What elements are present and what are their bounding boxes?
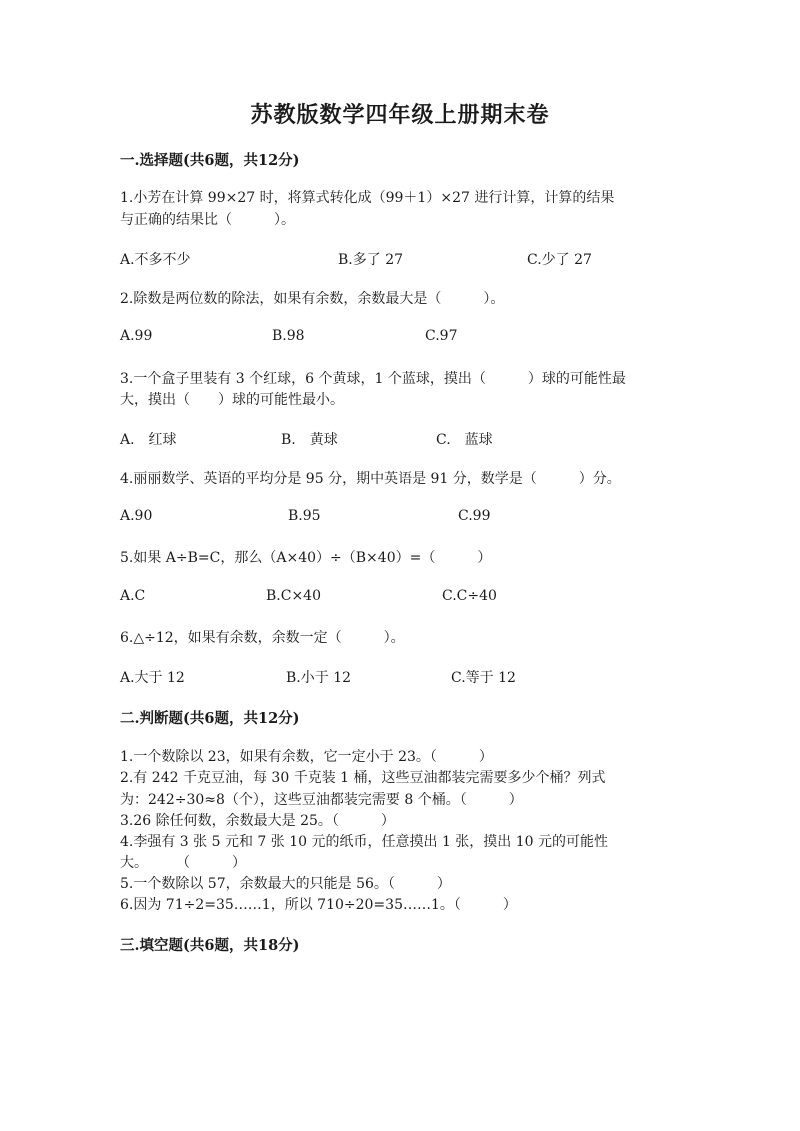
question-6-line-1: 6.△÷12，如果有余数，余数一定（ ）。 xyxy=(120,630,405,646)
question-1-line-1: 1.小芳在计算 99×27 时，将算式转化成（99＋1）×27 进行计算，计算的结果 xyxy=(120,190,615,206)
section-heading-choice: 一.选择题(共6题，共12分) xyxy=(120,152,300,169)
question-6-option-b: B.小于 12 xyxy=(286,670,352,686)
question-3-line-2: 大，摸出（ ）球的可能性最小。 xyxy=(120,392,344,408)
question-5-line-1: 5.如果 A÷B=C，那么（A×40）÷（B×40）=（ ） xyxy=(120,550,492,566)
section-heading-judgement: 二.判断题(共6题，共12分) xyxy=(120,710,300,727)
judgement-line-3: 为：242÷30≈8（个），这些豆油都装完需要 8 个桶。（ ） xyxy=(120,792,523,808)
judgement-line-8: 6.因为 71÷2=35……1，所以 710÷20=35……1。（ ） xyxy=(120,897,517,913)
judgement-line-2: 2.有 242 千克豆油，每 30 千克装 1 桶，这些豆油都装完需要多少个桶？列式 xyxy=(120,770,606,786)
question-3-line-1: 3.一个盒子里装有 3 个红球，6 个黄球，1 个蓝球，摸出（ ）球的可能性最 xyxy=(120,371,626,387)
question-2-option-c: C.97 xyxy=(425,328,458,344)
question-3-option-c: C. 蓝球 xyxy=(436,432,493,448)
question-3-option-a: A. 红球 xyxy=(120,432,177,448)
question-4-line-1: 4.丽丽数学、英语的平均分是 95 分，期中英语是 91 分，数学是（ ）分。 xyxy=(120,471,621,487)
judgement-line-5: 4.李强有 3 张 5 元和 7 张 10 元的纸币，任意摸出 1 张，摸出 10 元的可能性 xyxy=(120,834,609,850)
section-heading-fill-blank: 三.填空题(共6题，共18分) xyxy=(120,937,300,954)
question-1-line-2: 与正确的结果比（ ）。 xyxy=(120,212,295,228)
question-3-option-b: B. 黄球 xyxy=(281,432,338,448)
judgement-line-1: 1.一个数除以 23，如果有余数，它一定小于 23。（ ） xyxy=(120,749,493,765)
question-1-option-b: B.多了 27 xyxy=(338,252,404,268)
question-2-option-a: A.99 xyxy=(120,328,153,344)
question-1-option-c: C.少了 27 xyxy=(527,252,592,268)
question-2-option-b: B.98 xyxy=(272,328,305,344)
question-6-option-a: A.大于 12 xyxy=(120,670,185,686)
question-5-option-c: C.C÷40 xyxy=(442,588,497,604)
judgement-line-4: 3.26 除任何数，余数最大是 25。（ ） xyxy=(120,813,395,829)
judgement-line-7: 5.一个数除以 57，余数最大的只能是 56。（ ） xyxy=(120,876,451,892)
question-4-option-b: B.95 xyxy=(288,508,321,524)
question-5-option-b: B.C×40 xyxy=(266,588,321,604)
question-6-option-c: C.等于 12 xyxy=(451,670,516,686)
question-4-option-a: A.90 xyxy=(120,508,153,524)
question-1-option-a: A.不多不少 xyxy=(120,252,191,268)
judgement-line-6: 大。 （ ） xyxy=(120,855,246,871)
question-4-option-c: C.99 xyxy=(458,508,491,524)
question-5-option-a: A.C xyxy=(120,588,146,604)
question-2-line-1: 2.除数是两位数的除法，如果有余数，余数最大是（ ）。 xyxy=(120,291,505,307)
page-title: 苏教版数学四年级上册期末卷 xyxy=(250,102,550,128)
